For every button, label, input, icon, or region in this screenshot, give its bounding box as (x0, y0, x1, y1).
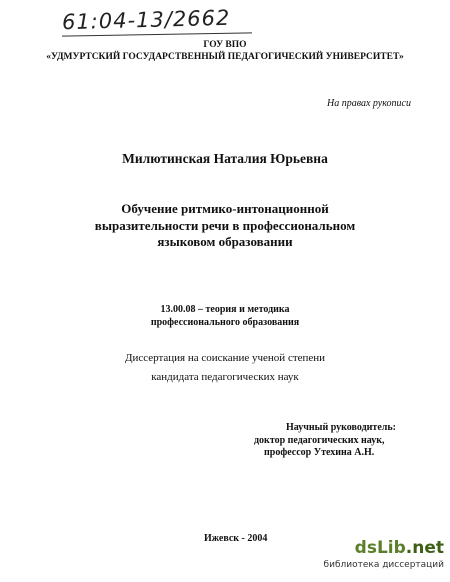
dslib-logo (355, 538, 444, 558)
city-year: Ижевск - 2004 (204, 533, 268, 544)
dissertation-title (0, 201, 450, 251)
advisor-degree: доктор педагогических наук, (254, 434, 385, 446)
advisor-label: Научный руководитель: (286, 422, 396, 433)
title-line: выразительности речи в профессиональном (94, 217, 356, 233)
scientific-advisor (254, 422, 434, 460)
specialty-code (0, 303, 450, 329)
specialty-line: 13.00.08 – теория и методика (160, 304, 290, 315)
dslib-watermark (324, 538, 444, 578)
degree-name: кандидата педагогических наук (151, 371, 299, 383)
logo-main: dsLib (354, 538, 406, 558)
title-line: Обучение ритмико-интонационной (121, 201, 329, 216)
degree-statement: Диссертация на соискание ученой степени (124, 352, 326, 364)
watermark-caption: библиотека диссертаций (323, 560, 444, 570)
author-name: Милютинская Наталия Юрьевна (122, 151, 328, 166)
specialty-line: профессионального образования (150, 317, 300, 328)
manuscript-rights-note: На правах рукописи (327, 98, 411, 109)
advisor-name: профессор Утехина А.Н. (264, 447, 375, 458)
org-type: ГОУ ВПО (203, 40, 247, 50)
logo-tld: .net (405, 538, 444, 558)
org-name: «УДМУРТСКИЙ ГОСУДАРСТВЕННЫЙ ПЕДАГОГИЧЕСКИЙ УНИВЕРСИТЕТ» (46, 52, 404, 62)
title-line: языковом образовании (157, 234, 293, 249)
handwritten-catalog-number: 61:04-13/2662 (61, 5, 231, 35)
